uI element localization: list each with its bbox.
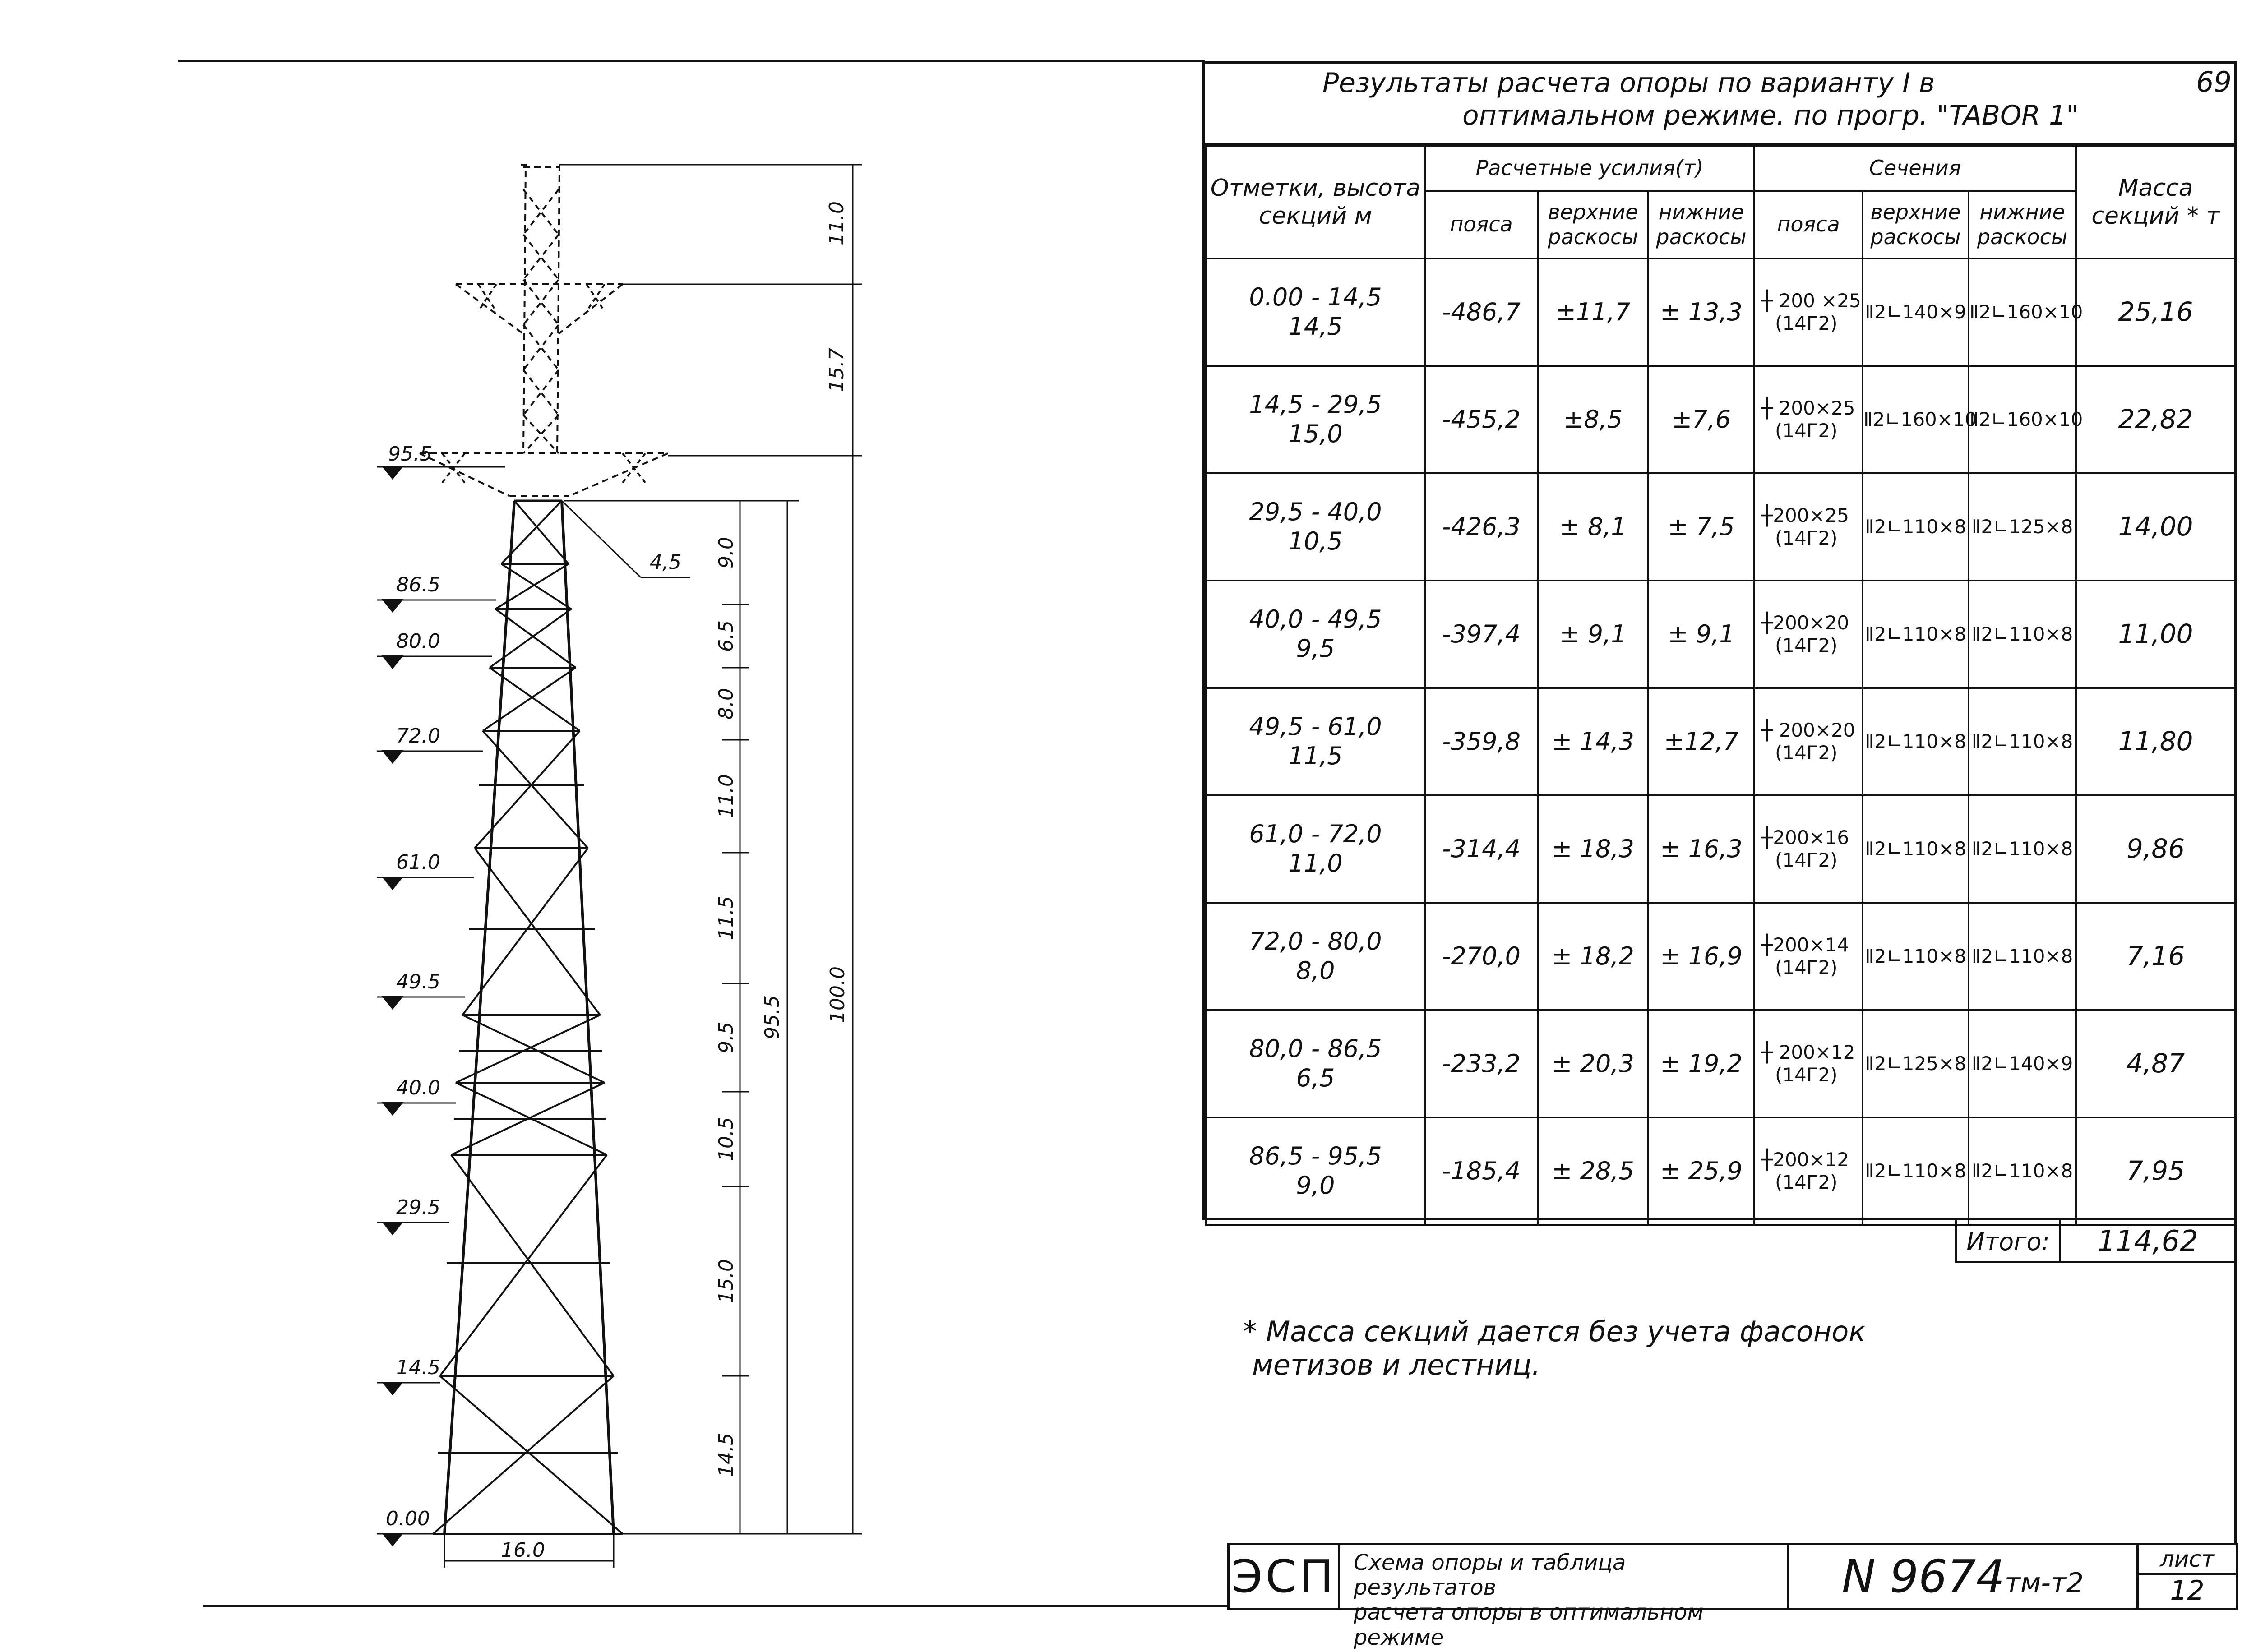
table-title-line2: оптимальном режиме. по прогр. "TABOR 1" — [1462, 100, 2079, 131]
row-chord-sec: ┼ 200×12 — [1761, 1041, 1855, 1063]
elevation-label: 40.0 — [396, 1076, 440, 1099]
row-upper-section: Ⅱ2∟125×8 — [1863, 1010, 1969, 1117]
section-dimension: 11.0 — [715, 774, 738, 818]
table-row — [1206, 1117, 2235, 1225]
row-chord-section — [1754, 258, 1863, 366]
row-range: 80,0 - 86,5 — [1249, 1034, 1382, 1063]
row-upper-section: Ⅱ2∟110×8 — [1863, 795, 1969, 903]
row-lower-force: ± 16,3 — [1648, 795, 1754, 903]
row-upper-force: ± 18,3 — [1538, 795, 1648, 903]
row-lower-section: Ⅱ2∟125×8 — [1969, 473, 2076, 581]
header-lower-sec: нижние раскосы — [1969, 191, 2076, 258]
row-marks — [1206, 473, 1425, 581]
row-range: 61,0 - 72,0 — [1249, 820, 1382, 849]
elevation-label: 14.5 — [396, 1356, 440, 1379]
overall-dimension: 100.0 — [826, 966, 849, 1023]
elevation-label: 29.5 — [396, 1196, 440, 1219]
sheet-cell — [2136, 1543, 2238, 1610]
row-lower-section: Ⅱ2∟110×8 — [1969, 795, 2076, 903]
row-height: 14,5 — [1288, 312, 1343, 341]
table-row — [1206, 473, 2235, 581]
row-lower-section: Ⅱ2∟160×10 — [1969, 366, 2076, 473]
description-line2: расчета опоры в оптимальном режиме — [1354, 1600, 1704, 1650]
header-forces: Расчетные усилия(т) — [1425, 146, 1754, 191]
note-line1: * Масса секций дается без учета фасонок — [1243, 1315, 1866, 1348]
section-dimension: 10.5 — [715, 1117, 738, 1161]
elevation-label: 72.0 — [396, 724, 440, 748]
section-dimension: 6.5 — [715, 620, 738, 652]
header-chord-force: пояса — [1425, 191, 1538, 258]
row-upper-force: ± 9,1 — [1538, 581, 1648, 688]
document-number — [1787, 1543, 2139, 1610]
row-mass: 9,86 — [2076, 795, 2235, 903]
row-upper-force: ± 20,3 — [1538, 1010, 1648, 1117]
arm-dimension: 4,5 — [650, 551, 681, 574]
row-lower-force: ±12,7 — [1648, 688, 1754, 795]
section-dimension: 8.0 — [715, 688, 738, 720]
section-dimension: 11.5 — [715, 896, 738, 940]
header-chord-sec: пояса — [1754, 191, 1863, 258]
row-chord-sec: ┼ 200 ×25 — [1761, 289, 1861, 312]
row-height: 9,0 — [1296, 1171, 1335, 1200]
row-chord-sec: ┼200×25 — [1761, 504, 1849, 526]
row-upper-force: ± 8,1 — [1538, 473, 1648, 581]
elevation-label: 80.0 — [396, 630, 440, 653]
row-chord-sec: ┼200×16 — [1761, 826, 1849, 849]
row-chord-section — [1754, 1117, 1863, 1225]
row-lower-section: Ⅱ2∟110×8 — [1969, 688, 2076, 795]
table-title-line1: Результаты расчета опоры по варианту I в — [1322, 67, 1935, 99]
table-title — [1205, 64, 2234, 145]
row-chord-force: -426,3 — [1425, 473, 1538, 581]
row-upper-section: Ⅱ2∟110×8 — [1863, 473, 1969, 581]
table-row — [1206, 795, 2235, 903]
header-marks: Отметки, высота секций м — [1206, 146, 1425, 258]
row-upper-section: Ⅱ2∟160×10 — [1863, 366, 1969, 473]
row-chord-section — [1754, 581, 1863, 688]
section-dimension: 9.0 — [715, 537, 738, 568]
header-mass: Масса секций * т — [2076, 146, 2235, 258]
row-chord-sec: ┼ 200×25 — [1761, 397, 1855, 419]
top-dimension: 15.7 — [825, 348, 848, 392]
row-range: 14,5 - 29,5 — [1249, 390, 1382, 419]
description-line1: Схема опоры и таблица результатов — [1354, 1550, 1626, 1601]
row-range: 40,0 - 49,5 — [1249, 605, 1382, 634]
top-dimension: 11.0 — [825, 201, 848, 245]
row-height: 11,5 — [1288, 742, 1343, 770]
row-upper-force: ±8,5 — [1538, 366, 1648, 473]
row-chord-sec: ┼200×14 — [1761, 933, 1849, 956]
row-mass: 11,80 — [2076, 688, 2235, 795]
note-line2: метизов и лестниц. — [1252, 1348, 1541, 1382]
row-chord-section — [1754, 795, 1863, 903]
row-marks — [1206, 581, 1425, 688]
row-steel: (14Г2) — [1775, 1064, 1838, 1086]
header-sections: Сечения — [1754, 146, 2076, 191]
row-steel: (14Г2) — [1775, 849, 1838, 871]
row-upper-section: Ⅱ2∟140×9 — [1863, 258, 1969, 366]
row-steel: (14Г2) — [1775, 634, 1838, 656]
row-chord-sec: ┼ 200×20 — [1761, 719, 1855, 741]
elevation-label: 61.0 — [396, 851, 440, 874]
row-marks — [1206, 1010, 1425, 1117]
row-lower-section: Ⅱ2∟110×8 — [1969, 903, 2076, 1010]
row-range: 29,5 - 40,0 — [1249, 498, 1382, 526]
row-chord-force: -314,4 — [1425, 795, 1538, 903]
row-lower-force: ± 7,5 — [1648, 473, 1754, 581]
row-lower-section: Ⅱ2∟140×9 — [1969, 1010, 2076, 1117]
results-grid — [1205, 145, 2236, 1226]
row-lower-section: Ⅱ2∟160×10 — [1969, 258, 2076, 366]
row-marks — [1206, 1117, 1425, 1225]
logo: ЭСП — [1227, 1543, 1340, 1610]
row-chord-force: -270,0 — [1425, 903, 1538, 1010]
title-block — [1227, 1543, 2238, 1650]
row-lower-force: ±7,6 — [1648, 366, 1754, 473]
table-row — [1206, 688, 2235, 795]
total-value: 114,62 — [2061, 1220, 2237, 1263]
section-dimension: 15.0 — [715, 1259, 738, 1303]
row-height: 10,5 — [1288, 527, 1343, 555]
row-chord-sec: ┼200×12 — [1761, 1148, 1849, 1171]
row-upper-force: ±11,7 — [1538, 258, 1648, 366]
row-chord-force: -486,7 — [1425, 258, 1538, 366]
row-mass: 14,00 — [2076, 473, 2235, 581]
sheet-value: 12 — [2170, 1575, 2205, 1606]
base-width: 16.0 — [501, 1539, 545, 1562]
table-row — [1206, 581, 2235, 688]
row-steel: (14Г2) — [1775, 1171, 1838, 1193]
total-label: Итого: — [1955, 1220, 2061, 1263]
header-lower-force: нижние раскосы — [1648, 191, 1754, 258]
row-chord-section — [1754, 1010, 1863, 1117]
doc-suffix: тм-т2 — [2005, 1567, 2084, 1599]
table-row — [1206, 903, 2235, 1010]
sheet-number: 69 — [2196, 65, 2232, 98]
row-steel: (14Г2) — [1775, 742, 1838, 764]
mass-note — [1243, 1315, 1866, 1382]
row-mass: 4,87 — [2076, 1010, 2235, 1117]
row-steel: (14Г2) — [1775, 420, 1838, 442]
row-height: 8,0 — [1296, 956, 1335, 985]
row-mass: 25,16 — [2076, 258, 2235, 366]
row-upper-force: ± 28,5 — [1538, 1117, 1648, 1225]
row-chord-force: -233,2 — [1425, 1010, 1538, 1117]
row-marks — [1206, 366, 1425, 473]
row-upper-section: Ⅱ2∟110×8 — [1863, 1117, 1969, 1225]
table-row — [1206, 258, 2235, 366]
row-marks — [1206, 795, 1425, 903]
row-lower-force: ± 19,2 — [1648, 1010, 1754, 1117]
row-chord-section — [1754, 688, 1863, 795]
row-chord-force: -185,4 — [1425, 1117, 1538, 1225]
header-upper-sec: верхние раскосы — [1863, 191, 1969, 258]
row-chord-section — [1754, 366, 1863, 473]
table-row — [1206, 366, 2235, 473]
row-height: 6,5 — [1296, 1064, 1335, 1092]
elevation-label: 49.5 — [396, 970, 440, 993]
row-steel: (14Г2) — [1775, 312, 1838, 334]
row-range: 72,0 - 80,0 — [1249, 927, 1382, 956]
elevation-label: 0.00 — [386, 1507, 430, 1530]
row-marks — [1206, 688, 1425, 795]
header-upper-force: верхние раскосы — [1538, 191, 1648, 258]
row-chord-section — [1754, 903, 1863, 1010]
row-height: 15,0 — [1288, 420, 1343, 448]
row-chord-force: -359,8 — [1425, 688, 1538, 795]
row-steel: (14Г2) — [1775, 956, 1838, 978]
elevation-label: 95.5 — [388, 443, 432, 466]
row-upper-force: ± 14,3 — [1538, 688, 1648, 795]
row-lower-section: Ⅱ2∟110×8 — [1969, 1117, 2076, 1225]
row-lower-force: ± 25,9 — [1648, 1117, 1754, 1225]
row-upper-force: ± 18,2 — [1538, 903, 1648, 1010]
row-upper-section: Ⅱ2∟110×8 — [1863, 581, 1969, 688]
section-dimension: 14.5 — [715, 1433, 738, 1477]
row-range: 49,5 - 61,0 — [1249, 712, 1382, 741]
row-mass: 11,00 — [2076, 581, 2235, 688]
row-chord-force: -397,4 — [1425, 581, 1538, 688]
row-lower-force: ± 13,3 — [1648, 258, 1754, 366]
row-chord-sec: ┼200×20 — [1761, 611, 1849, 634]
doc-number: N 9674 — [1841, 1550, 2005, 1603]
row-range: 86,5 - 95,5 — [1249, 1142, 1382, 1171]
row-lower-force: ± 16,9 — [1648, 903, 1754, 1010]
results-table — [1202, 61, 2237, 1220]
row-chord-force: -455,2 — [1425, 366, 1538, 473]
row-mass: 7,16 — [2076, 903, 2235, 1010]
drawing-description — [1338, 1543, 1789, 1650]
row-marks — [1206, 903, 1425, 1010]
row-height: 9,5 — [1296, 634, 1335, 663]
row-range: 0.00 - 14,5 — [1249, 283, 1382, 312]
row-lower-force: ± 9,1 — [1648, 581, 1754, 688]
row-chord-section — [1754, 473, 1863, 581]
sheet-label: лист — [2139, 1545, 2236, 1575]
row-mass: 7,95 — [2076, 1117, 2235, 1225]
row-steel: (14Г2) — [1775, 527, 1838, 549]
table-row — [1206, 1010, 2235, 1117]
section-dimension: 9.5 — [715, 1022, 738, 1053]
row-upper-section: Ⅱ2∟110×8 — [1863, 688, 1969, 795]
elevation-label: 86.5 — [396, 573, 440, 596]
row-lower-section: Ⅱ2∟110×8 — [1969, 581, 2076, 688]
row-height: 11,0 — [1288, 849, 1343, 877]
overall-dimension: 95.5 — [761, 995, 784, 1039]
row-mass: 22,82 — [2076, 366, 2235, 473]
row-upper-section: Ⅱ2∟110×8 — [1863, 903, 1969, 1010]
row-marks — [1206, 258, 1425, 366]
